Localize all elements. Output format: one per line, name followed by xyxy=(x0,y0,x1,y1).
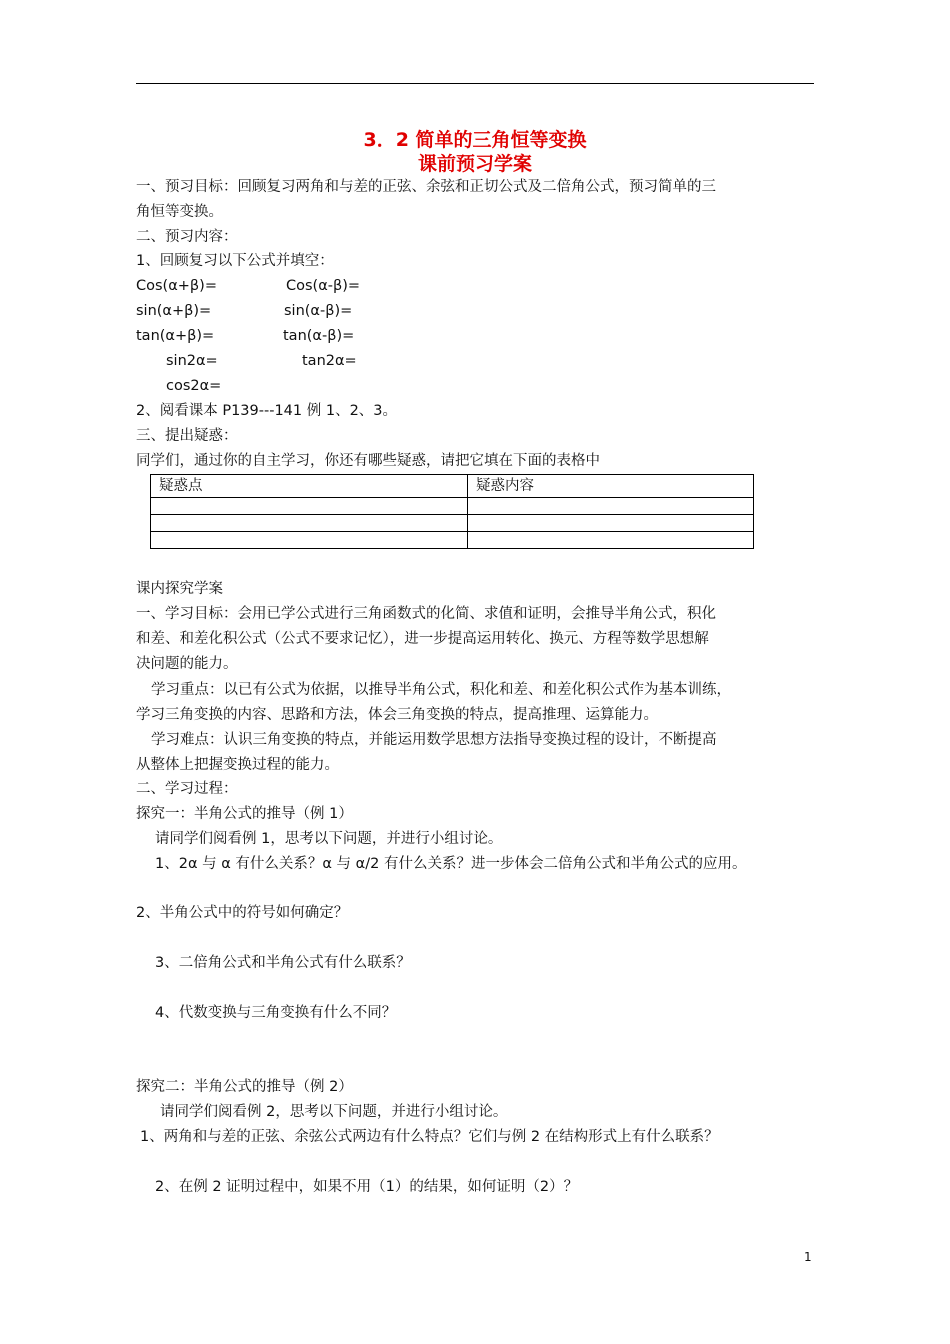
explore1-intro: 请同学们阅看例 1，思考以下问题，并进行小组讨论。 xyxy=(155,831,503,847)
process-heading: 二、学习过程： xyxy=(136,781,238,797)
explore2-title: 探究二：半角公式的推导（例 2） xyxy=(136,1079,353,1095)
formula-sin-diff: sin(α-β)= xyxy=(284,303,353,319)
table-cell[interactable] xyxy=(151,498,468,515)
header-rule xyxy=(136,83,814,84)
formula-cos-diff: Cos(α-β)= xyxy=(286,278,361,294)
document-subtitle: 课前预习学案 xyxy=(417,153,532,175)
explore1-question-4: 4、代数变换与三角变换有什么不同？ xyxy=(155,1005,397,1021)
difficulty-line2: 从整体上把握变换过程的能力。 xyxy=(136,757,339,773)
table-header-doubt-content: 疑惑内容 xyxy=(468,475,754,498)
table-cell[interactable] xyxy=(468,515,754,532)
explore2-intro: 请同学们阅看例 2，思考以下问题，并进行小组讨论。 xyxy=(160,1104,508,1120)
table-row xyxy=(151,515,754,532)
formula-sin-sum: sin(α+β)= xyxy=(136,303,212,319)
table-row xyxy=(151,532,754,549)
review-instruction: 1、回顾复习以下公式并填空： xyxy=(136,253,334,269)
table-cell[interactable] xyxy=(468,498,754,515)
doubt-instruction: 同学们，通过你的自主学习，你还有哪些疑惑，请把它填在下面的表格中 xyxy=(136,453,600,469)
explore1-title: 探究一：半角公式的推导（例 1） xyxy=(136,806,353,822)
learning-goal-line2: 和差、和差化积公式（公式不要求记忆），进一步提高运用转化、换元、方程等数学思想解 xyxy=(136,631,709,647)
formula-tan-sum: tan(α+β)= xyxy=(136,328,215,344)
preview-goal-line1: 一、预习目标：回顾复习两角和与差的正弦、余弦和正切公式及二倍角公式，预习简单的三 xyxy=(136,179,716,195)
key-point-line1: 学习重点：以已有公式为依据，以推导半角公式，积化和差、和差化积公式作为基本训练， xyxy=(151,682,731,698)
table-cell[interactable] xyxy=(151,515,468,532)
table-cell[interactable] xyxy=(151,532,468,549)
table-row xyxy=(151,498,754,515)
doubt-heading: 三、提出疑惑： xyxy=(136,428,238,444)
explore1-question-3: 3、二倍角公式和半角公式有什么联系？ xyxy=(155,955,411,971)
learning-goal-line1: 一、学习目标：会用已学公式进行三角函数式的化简、求值和证明，会推导半角公式，积化 xyxy=(136,606,716,622)
formula-cos-double: cos2α= xyxy=(166,378,222,394)
formula-tan-diff: tan(α-β)= xyxy=(283,328,355,344)
explore2-question-2: 2、在例 2 证明过程中，如果不用（1）的结果，如何证明（2）？ xyxy=(155,1179,579,1195)
learning-goal-line3: 决问题的能力。 xyxy=(136,656,238,672)
preview-goal-line2: 角恒等变换。 xyxy=(136,204,223,220)
formula-sin-double: sin2α= xyxy=(166,353,218,369)
formula-cos-sum: Cos(α+β)= xyxy=(136,278,217,294)
doubt-table xyxy=(150,474,754,549)
explore2-question-1: 1、两角和与差的正弦、余弦公式两边有什么特点？它们与例 2 在结构形式上有什么联系？ xyxy=(140,1129,719,1145)
page-number: 1 xyxy=(804,1250,812,1264)
table-header-doubt-point: 疑惑点 xyxy=(151,475,468,498)
reading-assignment: 2、阅看课本 P139---141 例 1、2、3。 xyxy=(136,403,398,419)
table-header-row xyxy=(151,475,754,498)
explore1-question-2: 2、半角公式中的符号如何确定？ xyxy=(136,905,349,921)
explore1-question-1: 1、2α 与 α 有什么关系？α 与 α/2 有什么关系？进一步体会二倍角公式和半角公式的应用。 xyxy=(155,856,747,872)
document-title: 3．2 简单的三角恒等变换 xyxy=(363,129,587,151)
preview-content-heading: 二、预习内容： xyxy=(136,229,238,245)
difficulty-line1: 学习难点：认识三角变换的特点，并能运用数学思想方法指导变换过程的设计，不断提高 xyxy=(151,732,717,748)
inclass-heading: 课内探究学案 xyxy=(136,581,223,597)
key-point-line2: 学习三角变换的内容、思路和方法，体会三角变换的特点，提高推理、运算能力。 xyxy=(136,707,658,723)
formula-tan-double: tan2α= xyxy=(302,353,357,369)
table-cell[interactable] xyxy=(468,532,754,549)
